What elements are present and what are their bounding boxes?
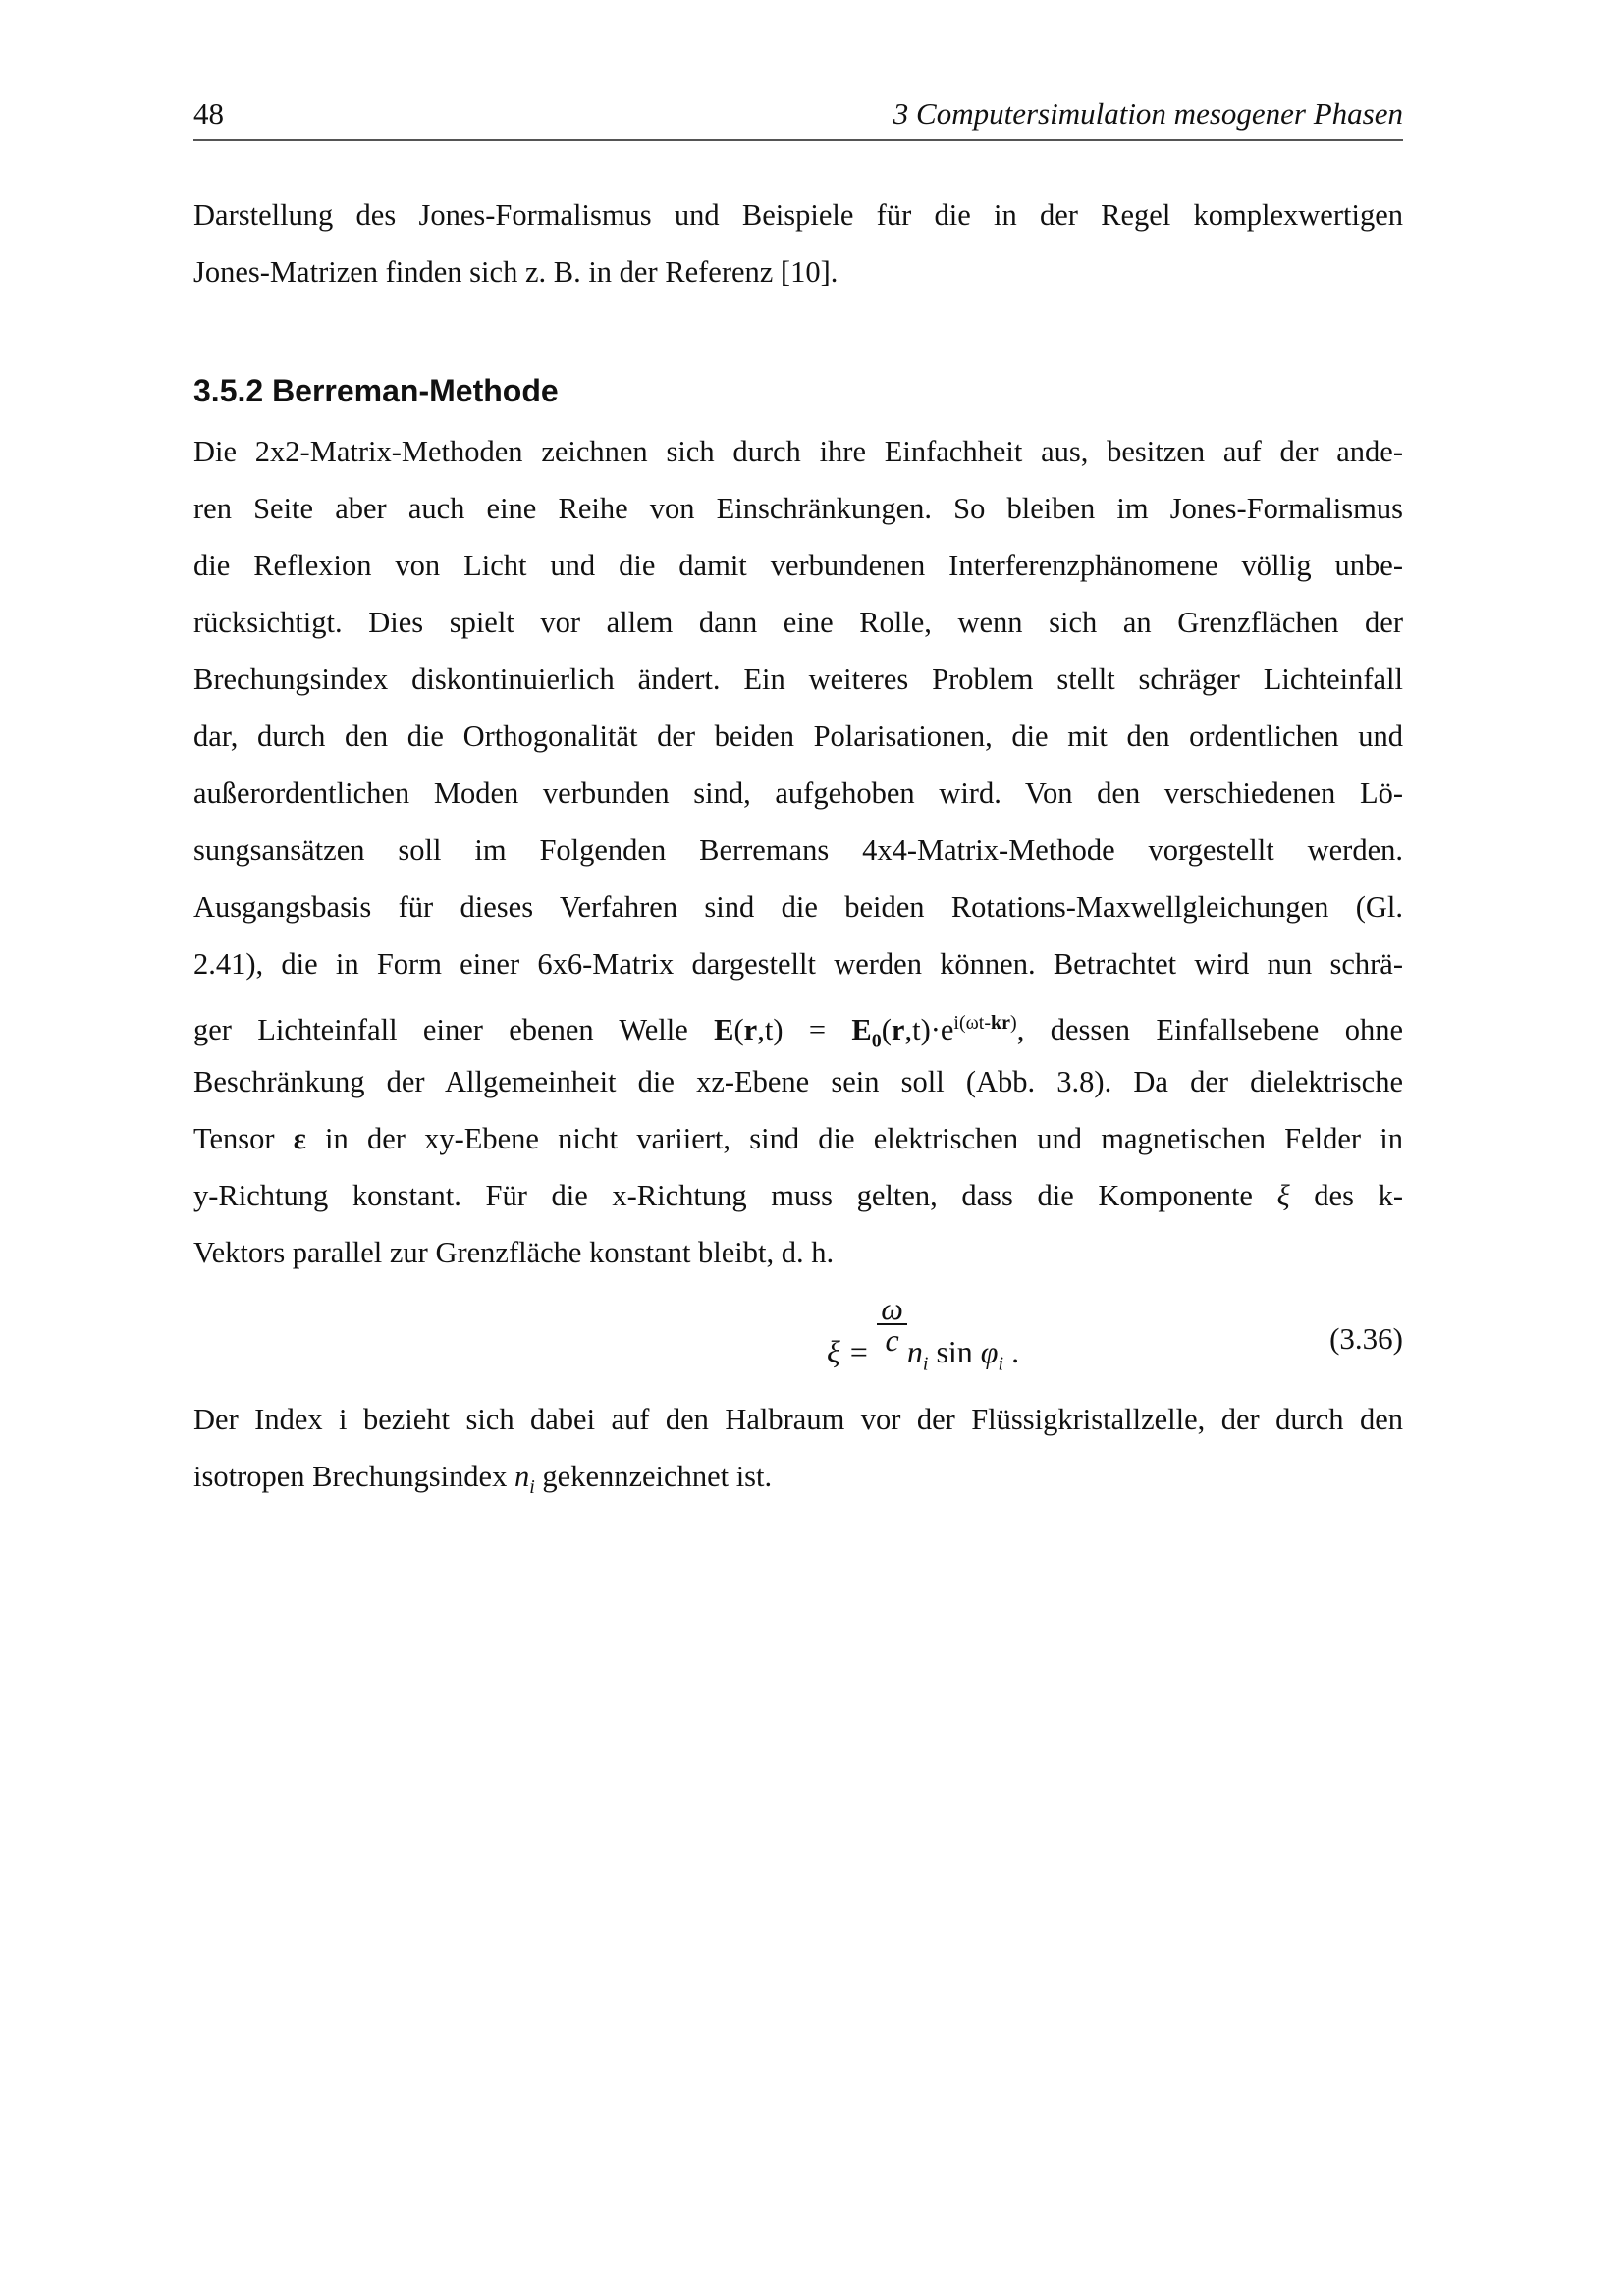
symbol-phi: φ <box>980 1334 999 1370</box>
running-header <box>193 90 1403 141</box>
page-number: 48 <box>193 96 224 131</box>
equation-3-36 <box>193 1291 1403 1384</box>
subscript-i: i <box>529 1476 535 1499</box>
text-line: sungsansätzen soll im Folgenden Berremans 4x4-Matrix-Methode vorgestellt werden. <box>193 833 1403 867</box>
vector-r: r <box>891 1013 905 1047</box>
text-segment: , dessen Einfallsebene ohne <box>1016 1013 1403 1047</box>
text-line: außerordentlichen Moden verbunden sind, aufgehoben wird. Von den verschiedenen Lö- <box>193 776 1403 810</box>
fraction-numerator: ω <box>877 1294 907 1325</box>
text-line-tensor <box>193 1110 1403 1167</box>
text-segment: isotropen Brechungsindex <box>193 1460 514 1493</box>
subscript-zero: 0 <box>871 1030 882 1052</box>
text-segment: ger Lichteinfall einer ebenen Welle <box>193 1013 715 1047</box>
text-line: Vektors parallel zur Grenzfläche konstant bleibt, d. h. <box>193 1236 835 1269</box>
equation-number: (3.36) <box>1329 1321 1403 1356</box>
text-line-ni <box>193 1448 1403 1505</box>
field-symbol-E0: E <box>851 1013 872 1047</box>
exponent-kr: kr <box>991 1012 1011 1034</box>
text-segment: des k- <box>1289 1179 1403 1212</box>
after-equation-paragraph <box>193 1391 1403 1505</box>
text-line: rücksichtigt. Dies spielt vor allem dann eine Rolle, wenn sich an Grenzflächen der <box>193 606 1403 639</box>
exponent-part: ) <box>1010 1012 1017 1034</box>
tensor-epsilon: ε <box>293 1122 306 1155</box>
text-line: 2.41), die in Form einer 6x6-Matrix dargestellt werden können. Betrachtet wird nun schrä- <box>193 947 1403 981</box>
vector-r: r <box>743 1013 758 1047</box>
text-line: die Reflexion von Licht und die damit verbundenen Interferenzphänomene völlig unbe- <box>193 549 1403 582</box>
equation-body <box>827 1291 1020 1384</box>
text-line: Der Index i bezieht sich dabei auf den Halbraum vor der Flüssigkristallzelle, der durch den <box>193 1403 1403 1436</box>
text-segment: ,t)·e <box>904 1013 954 1047</box>
text-line: Brechungsindex diskontinuierlich ändert. Ein weiteres Problem stellt schräger Lichteinfall <box>193 663 1403 696</box>
exponent-part: i(ωt- <box>953 1012 992 1034</box>
equation-period: . <box>1011 1334 1020 1370</box>
running-title: 3 Computersimulation mesogener Phasen <box>893 96 1403 131</box>
fraction-denominator: c <box>885 1322 899 1358</box>
text-segment: ,t) = <box>757 1013 852 1047</box>
text-line: Darstellung des Jones-Formalismus und Beispiele für die in der Regel komplexwertigen <box>193 198 1403 232</box>
text-line: ren Seite aber auch eine Reihe von Einschränkungen. So bleiben im Jones-Formalismus <box>193 492 1403 525</box>
exponent <box>953 1012 1016 1034</box>
function-sin: sin <box>936 1334 973 1370</box>
main-paragraph <box>193 423 1403 1281</box>
subscript-i: i <box>998 1353 1004 1375</box>
text-line: dar, durch den die Orthogonalität der beiden Polarisationen, die mit den ordentlichen und <box>193 720 1403 753</box>
fraction <box>877 1291 907 1358</box>
text-segment: Tensor <box>193 1122 294 1155</box>
text-line: Die 2x2-Matrix-Methoden zeichnen sich durch ihre Einfachheit aus, besitzen auf der ande- <box>193 435 1403 468</box>
intro-paragraph <box>193 187 1403 300</box>
text-line-xi <box>193 1167 1403 1224</box>
field-symbol-E: E <box>714 1013 734 1047</box>
subscript-i: i <box>922 1353 929 1375</box>
text-segment: gekennzeichnet ist. <box>534 1460 773 1493</box>
equation-rhs <box>906 1334 1020 1375</box>
text-segment: y-Richtung konstant. Für die x-Richtung muss gelten, dass die Komponente <box>193 1179 1277 1212</box>
equation-lhs: ξ = <box>827 1334 870 1370</box>
text-line: Jones-Matrizen finden sich z. B. in der Referenz [10]. <box>193 255 839 289</box>
symbol-n: n <box>514 1460 530 1493</box>
text-segment: in der xy-Ebene nicht variiert, sind die elektrischen und magnetischen Felder in <box>305 1122 1403 1155</box>
symbol-n: n <box>906 1334 923 1370</box>
text-line-wave-formula: ger Lichteinfall einer ebenen Welle $E(r,t) = E_0(r,t)\cdot e^{i(\omega t-kr)}$, dessen Einfallsebene ohne <box>193 1012 1403 1052</box>
symbol-xi: ξ <box>1276 1179 1290 1212</box>
section-heading: 3.5.2 Berreman-Methode <box>193 373 559 408</box>
text-line: Beschränkung der Allgemeinheit die xz-Ebene sein soll (Abb. 3.8). Da der dielektrische <box>193 1065 1403 1098</box>
text-line: Ausgangsbasis für dieses Verfahren sind die beiden Rotations-Maxwellgleichungen (Gl. <box>193 890 1403 924</box>
